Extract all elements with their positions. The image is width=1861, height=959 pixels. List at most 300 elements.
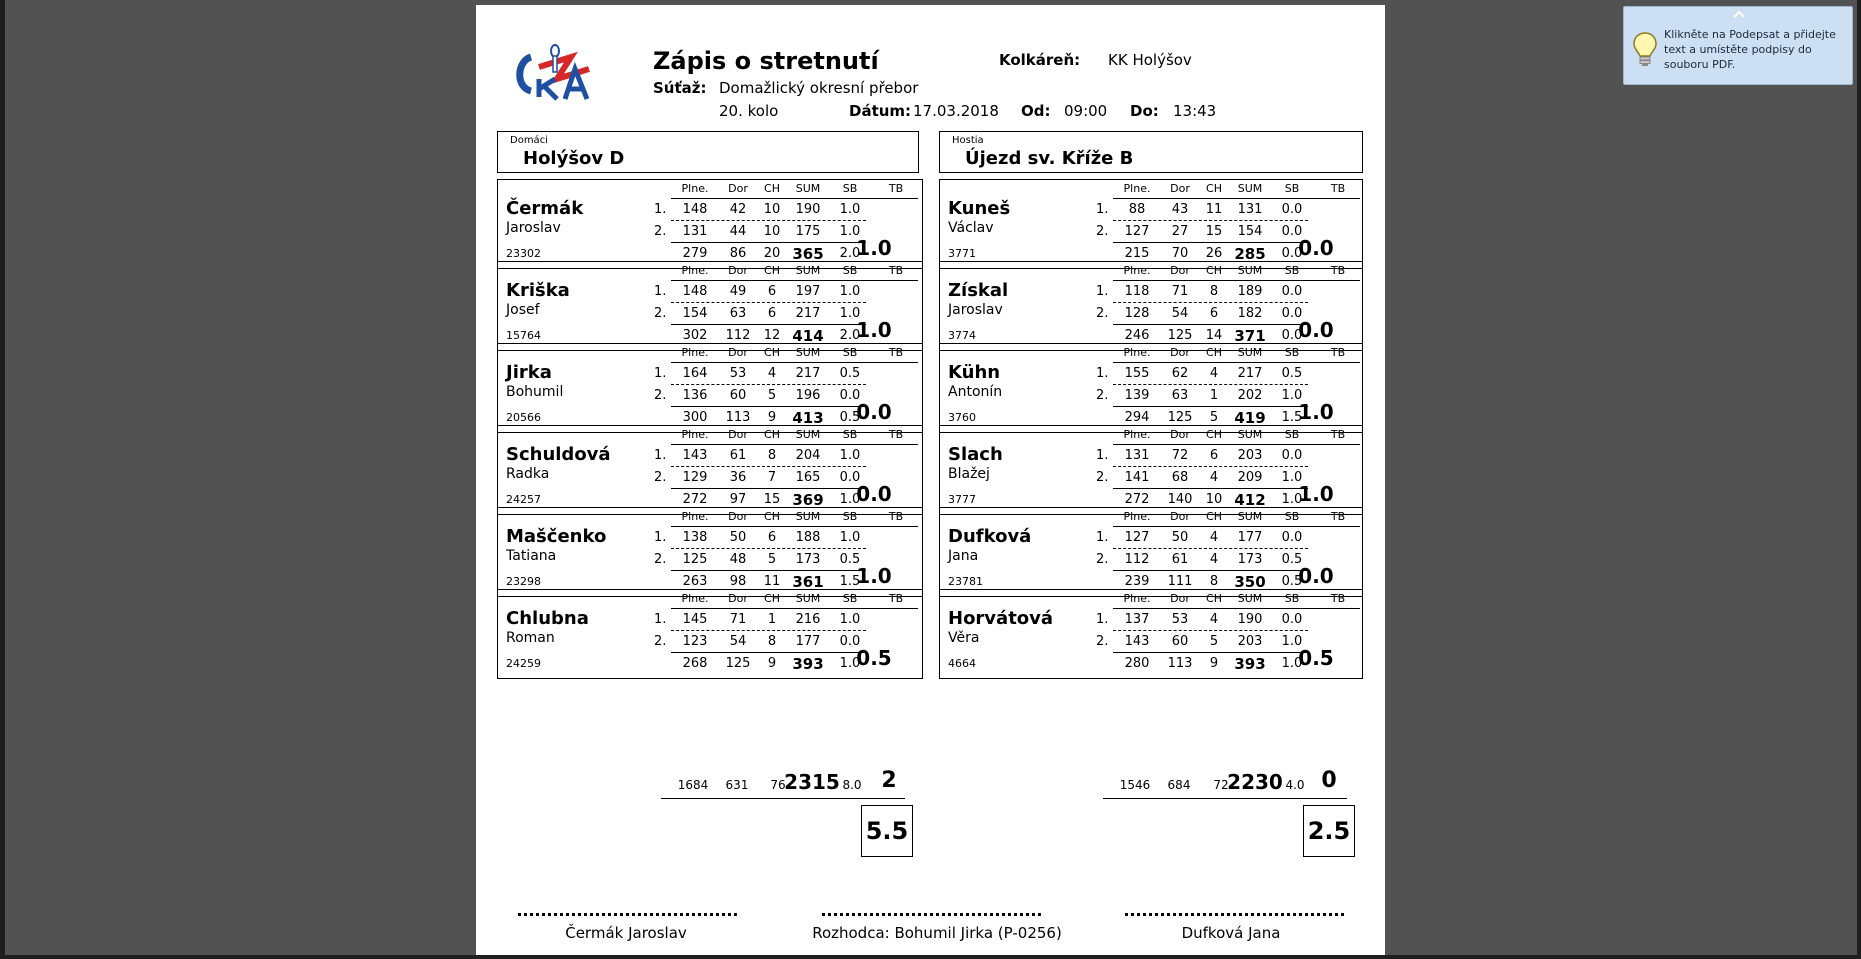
player-registration: 3760 — [948, 411, 976, 424]
home-captain-name: Čermák Jaroslav — [565, 924, 687, 942]
tot-cell: 86 — [729, 246, 747, 261]
tot-cell: 10 — [1205, 492, 1223, 507]
tot-cell: 14 — [1205, 328, 1223, 343]
r1-cell: 4 — [1209, 612, 1219, 627]
alley-label: Kolkáreň: — [999, 51, 1081, 69]
header-rule — [1113, 444, 1360, 445]
column-header: Plne. — [681, 182, 709, 195]
r1-cell: 131 — [1124, 448, 1150, 463]
tooltip-text: Klikněte na Podepsat a přidejte text a umístěte podpisy do souboru PDF. — [1664, 28, 1836, 71]
home-player-card — [497, 425, 923, 515]
home-score-box: 5.5 — [861, 805, 913, 857]
r2-cell: 136 — [682, 388, 708, 403]
column-header: Plne. — [1123, 182, 1151, 195]
r1-cell: 138 — [682, 530, 708, 545]
r2-cell: 129 — [682, 470, 708, 485]
round-1-label: 1. — [1096, 366, 1109, 381]
player-firstname: Tatiana — [506, 548, 557, 564]
tot-cell: 9 — [767, 410, 777, 425]
r1-cell: 49 — [729, 284, 747, 299]
column-header: Dor — [1170, 428, 1190, 441]
r1-cell: 216 — [795, 612, 821, 627]
r2-cell: 27 — [1171, 224, 1189, 239]
round-2-label: 2. — [654, 388, 667, 403]
round-2-label: 2. — [1096, 224, 1109, 239]
away-team-name: Újezd sv. Kříže B — [965, 148, 1134, 169]
tot-cell: 268 — [682, 656, 708, 671]
header-rule — [1113, 362, 1360, 363]
r1-cell: 188 — [795, 530, 821, 545]
r1-cell: 0.0 — [1281, 284, 1303, 299]
r1-cell: 4 — [1209, 366, 1219, 381]
r1-cell: 1.0 — [839, 284, 861, 299]
date-label: Dátum: — [849, 102, 912, 120]
round-divider — [671, 220, 866, 221]
column-header: SB — [1284, 510, 1300, 523]
r2-cell: 54 — [729, 634, 747, 649]
r2-cell: 8 — [767, 634, 777, 649]
date-value: 17.03.2018 — [913, 102, 999, 120]
column-header: TB — [888, 264, 904, 277]
r2-cell: 173 — [795, 552, 821, 567]
player-firstname: Antonín — [948, 384, 1003, 400]
tot-cell: 393 — [792, 655, 824, 673]
r2-cell: 7 — [767, 470, 777, 485]
r2-cell: 36 — [729, 470, 747, 485]
column-header: Plne. — [1123, 592, 1151, 605]
round-2-label: 2. — [1096, 388, 1109, 403]
away-player-card — [939, 261, 1363, 351]
tot-cell: 1.5 — [1281, 410, 1303, 425]
player-surname: Horvátová — [948, 608, 1054, 629]
column-header: SUM — [1237, 182, 1263, 195]
player-surname: Čermák — [506, 198, 584, 219]
tot-cell: 412 — [1234, 491, 1266, 509]
column-header: SB — [1284, 428, 1300, 441]
column-header: SUM — [795, 510, 821, 523]
r2-cell: 112 — [1124, 552, 1150, 567]
r2-cell: 54 — [1171, 306, 1189, 321]
player-firstname: Radka — [506, 466, 550, 482]
r1-cell: 4 — [1209, 530, 1219, 545]
away-total-tb: 0 — [1321, 768, 1337, 793]
player-surname: Maščenko — [506, 526, 607, 547]
player-tb: 1.0 — [1298, 482, 1334, 506]
tot-cell: 419 — [1234, 409, 1266, 427]
tot-cell: 0.0 — [1281, 246, 1303, 261]
r2-cell: 1.0 — [839, 306, 861, 321]
column-header: SB — [842, 428, 858, 441]
column-header: CH — [764, 592, 780, 605]
r2-cell: 128 — [1124, 306, 1150, 321]
column-header: CH — [1206, 428, 1222, 441]
r2-cell: 44 — [729, 224, 747, 239]
r1-cell: 43 — [1171, 202, 1189, 217]
r1-cell: 6 — [767, 284, 777, 299]
column-header: Plne. — [1123, 346, 1151, 359]
r1-cell: 88 — [1128, 202, 1146, 217]
tot-cell: 369 — [792, 491, 824, 509]
column-header: Dor — [1170, 510, 1190, 523]
from-label: Od: — [1021, 102, 1051, 120]
player-surname: Kuneš — [948, 198, 1011, 219]
column-header: Dor — [728, 182, 748, 195]
round-1-label: 1. — [654, 284, 667, 299]
r1-cell: 8 — [767, 448, 777, 463]
away-captain-name: Dufková Jana — [1181, 924, 1281, 942]
column-header: SUM — [795, 182, 821, 195]
tot-cell: 12 — [763, 328, 781, 343]
header-rule — [1113, 280, 1360, 281]
home-total-plne: 1684 — [677, 778, 709, 792]
tot-cell: 361 — [792, 573, 824, 591]
r2-cell: 196 — [795, 388, 821, 403]
column-header: Dor — [1170, 182, 1190, 195]
header-rule — [671, 608, 918, 609]
column-header: SUM — [1237, 592, 1263, 605]
home-total-sum: 2315 — [784, 770, 840, 794]
round-divider — [1113, 630, 1308, 631]
player-tb: 1.0 — [1298, 400, 1334, 424]
column-header: Plne. — [1123, 510, 1151, 523]
home-total-sb: 8.0 — [842, 778, 862, 792]
player-registration: 24257 — [506, 493, 541, 506]
r2-cell: 175 — [795, 224, 821, 239]
home-signature-line — [518, 913, 737, 916]
total-rule — [671, 406, 866, 407]
column-header: TB — [1330, 592, 1346, 605]
player-registration: 4664 — [948, 657, 976, 670]
r1-cell: 1.0 — [839, 530, 861, 545]
round-2-label: 2. — [654, 470, 667, 485]
tot-cell: 111 — [1167, 574, 1193, 589]
tot-cell: 125 — [1167, 410, 1193, 425]
column-header: SB — [1284, 346, 1300, 359]
away-total-sum: 2230 — [1227, 770, 1283, 794]
column-header: Dor — [728, 510, 748, 523]
player-tb: 1.0 — [856, 236, 892, 260]
tot-cell: 294 — [1124, 410, 1150, 425]
r1-cell: 177 — [1237, 530, 1263, 545]
tot-cell: 272 — [682, 492, 708, 507]
r2-cell: 10 — [763, 224, 781, 239]
to-value: 13:43 — [1173, 102, 1217, 120]
tot-cell: 9 — [1209, 656, 1219, 671]
round-2-label: 2. — [654, 306, 667, 321]
home-total-dor: 631 — [725, 778, 749, 792]
column-header: CH — [764, 510, 780, 523]
r2-cell: 1.0 — [1281, 388, 1303, 403]
player-tb: 0.0 — [1298, 318, 1334, 342]
chevron-up-icon[interactable] — [1731, 9, 1747, 19]
home-player-card — [497, 343, 923, 433]
away-score-box: 2.5 — [1303, 805, 1355, 857]
column-header: TB — [888, 346, 904, 359]
player-registration: 3777 — [948, 493, 976, 506]
r1-cell: 53 — [729, 366, 747, 381]
tot-cell: 20 — [763, 246, 781, 261]
tot-cell: 97 — [729, 492, 747, 507]
r1-cell: 143 — [682, 448, 708, 463]
tot-cell: 9 — [767, 656, 777, 671]
tot-cell: 2.0 — [839, 328, 861, 343]
r1-cell: 127 — [1124, 530, 1150, 545]
away-player-card — [939, 425, 1363, 515]
tot-cell: 365 — [792, 245, 824, 263]
r1-cell: 217 — [795, 366, 821, 381]
away-total-plne: 1546 — [1119, 778, 1151, 792]
column-header: SUM — [1237, 510, 1263, 523]
player-registration: 23298 — [506, 575, 541, 588]
round-divider — [671, 466, 866, 467]
tot-cell: 5 — [1209, 410, 1219, 425]
round-2-label: 2. — [654, 224, 667, 239]
r2-cell: 48 — [729, 552, 747, 567]
player-tb: 1.0 — [856, 318, 892, 342]
column-header: SUM — [1237, 346, 1263, 359]
sign-hint-tooltip[interactable] — [1623, 6, 1853, 85]
away-total-line — [1103, 798, 1347, 799]
r1-cell: 148 — [682, 284, 708, 299]
header-rule — [671, 362, 918, 363]
column-header: CH — [764, 264, 780, 277]
round-1-label: 1. — [1096, 612, 1109, 627]
r2-cell: 123 — [682, 634, 708, 649]
player-surname: Kühn — [948, 362, 1001, 383]
tot-cell: 113 — [1167, 656, 1193, 671]
column-header: CH — [1206, 346, 1222, 359]
column-header: SUM — [795, 428, 821, 441]
column-header: TB — [1330, 346, 1346, 359]
r1-cell: 72 — [1171, 448, 1189, 463]
round-divider — [671, 548, 866, 549]
r1-cell: 0.0 — [1281, 202, 1303, 217]
r1-cell: 197 — [795, 284, 821, 299]
player-registration: 3774 — [948, 329, 976, 342]
round-divider — [671, 630, 866, 631]
r2-cell: 0.0 — [1281, 306, 1303, 321]
column-header: Dor — [1170, 592, 1190, 605]
player-firstname: Josef — [506, 302, 540, 318]
round-1-label: 1. — [654, 366, 667, 381]
r1-cell: 8 — [1209, 284, 1219, 299]
lightbulb-icon — [1632, 31, 1658, 67]
competition-value: Domažlický okresní přebor — [719, 79, 919, 97]
away-player-card — [939, 343, 1363, 433]
player-registration: 15764 — [506, 329, 541, 342]
player-tb: 0.5 — [1298, 646, 1334, 670]
column-header: TB — [1330, 182, 1346, 195]
r1-cell: 10 — [763, 202, 781, 217]
column-header: Plne. — [681, 346, 709, 359]
tot-cell: 413 — [792, 409, 824, 427]
total-rule — [671, 324, 866, 325]
round-divider — [1113, 220, 1308, 221]
home-player-card — [497, 507, 923, 597]
r1-cell: 164 — [682, 366, 708, 381]
column-header: TB — [888, 182, 904, 195]
r2-cell: 0.0 — [839, 388, 861, 403]
r2-cell: 4 — [1209, 552, 1219, 567]
tot-cell: 125 — [1167, 328, 1193, 343]
r2-cell: 61 — [1171, 552, 1189, 567]
away-total-dor: 684 — [1167, 778, 1191, 792]
r1-cell: 148 — [682, 202, 708, 217]
total-rule — [671, 652, 866, 653]
r1-cell: 6 — [767, 530, 777, 545]
player-tb: 0.0 — [856, 400, 892, 424]
column-header: Dor — [728, 346, 748, 359]
column-header: SB — [842, 264, 858, 277]
column-header: SB — [842, 182, 858, 195]
column-header: CH — [764, 182, 780, 195]
round-divider — [671, 302, 866, 303]
r2-cell: 6 — [767, 306, 777, 321]
from-value: 09:00 — [1064, 102, 1108, 120]
total-rule — [1113, 652, 1308, 653]
r2-cell: 1.0 — [1281, 634, 1303, 649]
tot-cell: 1.0 — [1281, 656, 1303, 671]
r2-cell: 60 — [729, 388, 747, 403]
round-divider — [1113, 384, 1308, 385]
player-firstname: Bohumil — [506, 384, 564, 400]
player-firstname: Jaroslav — [948, 302, 1003, 318]
home-total-ch: 76 — [770, 778, 786, 792]
r1-cell: 1.0 — [839, 612, 861, 627]
player-surname: Slach — [948, 444, 1003, 465]
round-value: 20. kolo — [719, 102, 779, 120]
r1-cell: 50 — [1171, 530, 1189, 545]
tot-cell: 1.0 — [839, 656, 861, 671]
tot-cell: 98 — [729, 574, 747, 589]
r2-cell: 182 — [1237, 306, 1263, 321]
r2-cell: 1 — [1209, 388, 1219, 403]
away-signature-line — [1125, 913, 1344, 916]
r1-cell: 1 — [767, 612, 777, 627]
r1-cell: 155 — [1124, 366, 1150, 381]
r1-cell: 137 — [1124, 612, 1150, 627]
home-total-line — [661, 798, 905, 799]
total-rule — [1113, 324, 1308, 325]
column-header: SB — [1284, 264, 1300, 277]
header-rule — [1113, 198, 1360, 199]
column-header: SUM — [795, 264, 821, 277]
column-header: CH — [764, 346, 780, 359]
header-rule — [671, 198, 918, 199]
column-header: Dor — [728, 428, 748, 441]
r1-cell: 42 — [729, 202, 747, 217]
column-header: TB — [1330, 510, 1346, 523]
r2-cell: 154 — [682, 306, 708, 321]
column-header: Plne. — [1123, 264, 1151, 277]
r1-cell: 190 — [1237, 612, 1263, 627]
player-tb: 0.5 — [856, 646, 892, 670]
away-total-ch: 72 — [1213, 778, 1229, 792]
away-total-sb: 4.0 — [1285, 778, 1305, 792]
tot-cell: 393 — [1234, 655, 1266, 673]
tot-cell: 113 — [725, 410, 751, 425]
r1-cell: 1.0 — [839, 448, 861, 463]
r2-cell: 139 — [1124, 388, 1150, 403]
r1-cell: 118 — [1124, 284, 1150, 299]
column-header: Plne. — [681, 510, 709, 523]
r2-cell: 125 — [682, 552, 708, 567]
window-edge-right — [1857, 0, 1861, 959]
tot-cell: 300 — [682, 410, 708, 425]
column-header: TB — [888, 592, 904, 605]
referee-name: Rozhodca: Bohumil Jirka (P-0256) — [812, 924, 1062, 942]
referee-signature-line — [822, 913, 1041, 916]
r2-cell: 131 — [682, 224, 708, 239]
tot-cell: 279 — [682, 246, 708, 261]
r2-cell: 0.5 — [839, 552, 861, 567]
column-header: CH — [1206, 510, 1222, 523]
column-header: SB — [1284, 592, 1300, 605]
round-divider — [671, 384, 866, 385]
player-registration: 24259 — [506, 657, 541, 670]
round-1-label: 1. — [1096, 202, 1109, 217]
r2-cell: 4 — [1209, 470, 1219, 485]
tot-cell: 1.0 — [1281, 492, 1303, 507]
r2-cell: 0.0 — [839, 634, 861, 649]
competition-label: Súťaž: — [653, 79, 707, 97]
tot-cell: 280 — [1124, 656, 1150, 671]
player-tb: 1.0 — [856, 564, 892, 588]
total-rule — [1113, 488, 1308, 489]
r2-cell: 127 — [1124, 224, 1150, 239]
tot-cell: 70 — [1171, 246, 1189, 261]
r2-cell: 165 — [795, 470, 821, 485]
r2-cell: 63 — [729, 306, 747, 321]
tot-cell: 112 — [725, 328, 751, 343]
away-label: Hostia — [952, 135, 984, 146]
round-2-label: 2. — [654, 634, 667, 649]
ceska-kuzelkarska-logo — [509, 39, 609, 109]
away-player-card — [939, 589, 1363, 679]
r2-cell: 154 — [1237, 224, 1263, 239]
column-header: Dor — [1170, 346, 1190, 359]
header-rule — [671, 526, 918, 527]
tot-cell: 2.0 — [839, 246, 861, 261]
home-player-card — [497, 179, 923, 269]
column-header: SUM — [795, 592, 821, 605]
r1-cell: 131 — [1237, 202, 1263, 217]
round-2-label: 2. — [1096, 552, 1109, 567]
r1-cell: 189 — [1237, 284, 1263, 299]
tot-cell: 414 — [792, 327, 824, 345]
r2-cell: 143 — [1124, 634, 1150, 649]
round-1-label: 1. — [1096, 530, 1109, 545]
column-header: SB — [842, 592, 858, 605]
round-divider — [1113, 466, 1308, 467]
r1-cell: 0.0 — [1281, 612, 1303, 627]
tot-cell: 15 — [763, 492, 781, 507]
home-player-card — [497, 589, 923, 679]
column-header: CH — [1206, 264, 1222, 277]
column-header: Plne. — [1123, 428, 1151, 441]
column-header: SUM — [795, 346, 821, 359]
column-header: TB — [888, 428, 904, 441]
tot-cell: 263 — [682, 574, 708, 589]
r1-cell: 217 — [1237, 366, 1263, 381]
tot-cell: 125 — [725, 656, 751, 671]
column-header: SB — [1284, 182, 1300, 195]
player-surname: Schuldová — [506, 444, 611, 465]
player-registration: 20566 — [506, 411, 541, 424]
player-surname: Kriška — [506, 280, 570, 301]
player-tb: 0.0 — [1298, 564, 1334, 588]
round-1-label: 1. — [1096, 284, 1109, 299]
